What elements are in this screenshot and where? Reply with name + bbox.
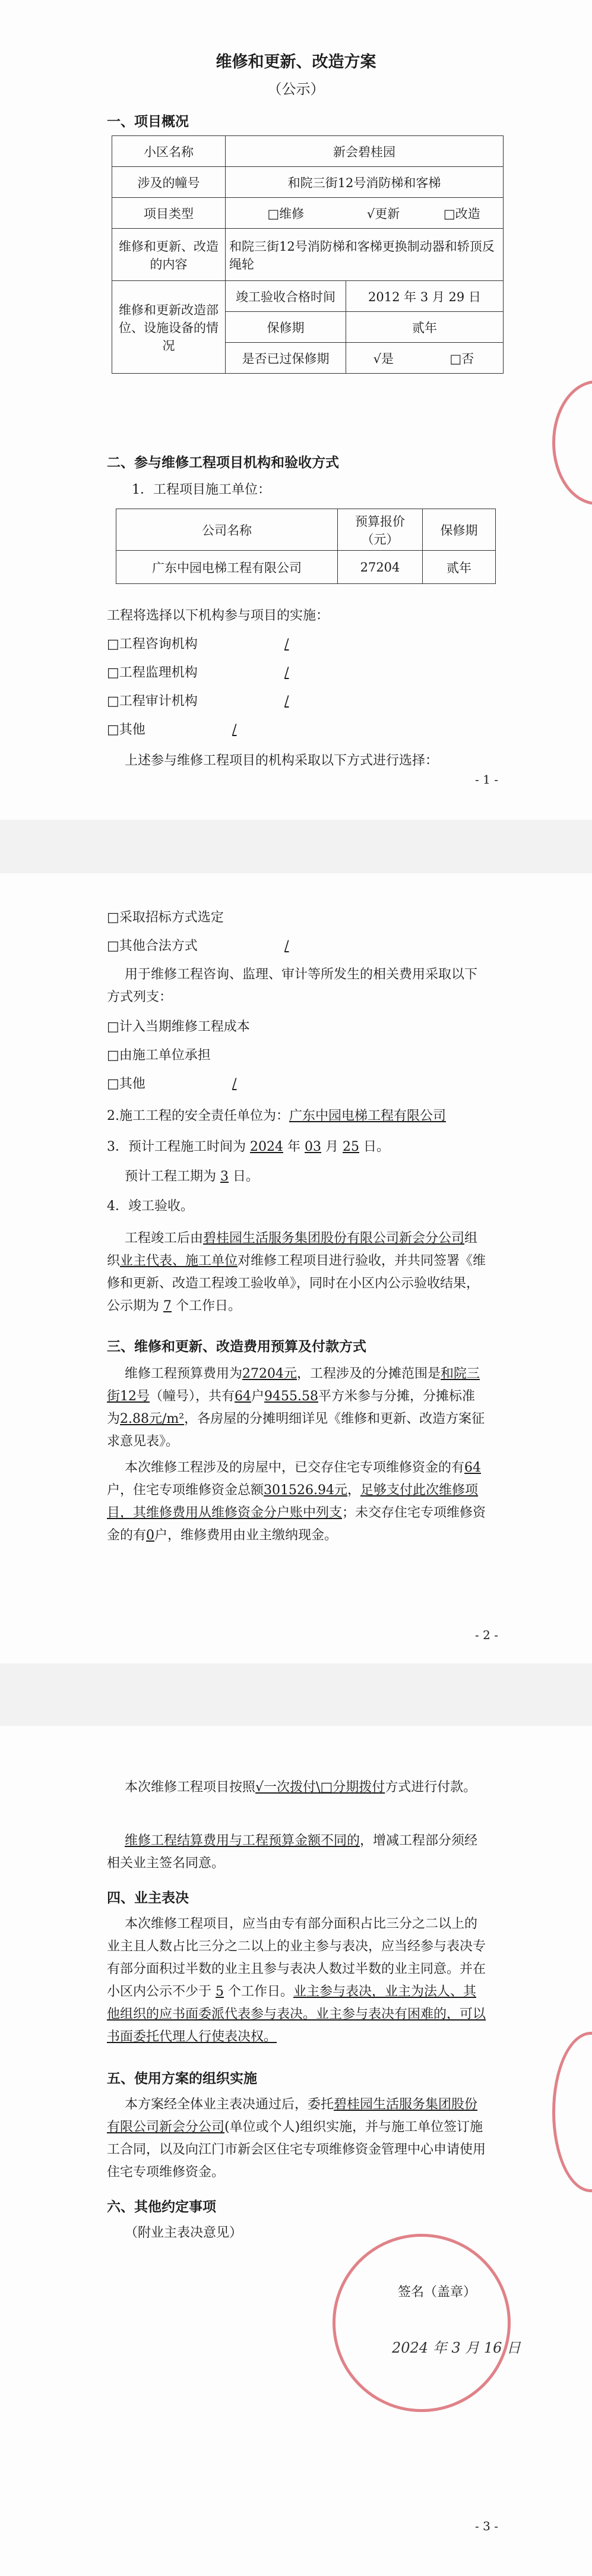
cell-value: 和院三街12号消防梯和客梯更换制动器和轿顶反绳轮 (226, 229, 504, 281)
org-other: □其他 / (107, 722, 237, 737)
project-overview-table (112, 135, 504, 374)
vote-paragraph: 本次维修工程项目，应当由专有部分面积占比三分之二以上的业主且人数占比三分之二以上的业主参与表决，应当经参与表决专有部分面积过半数的业主且参与表决人数过半数的业主同意。并在小区内公示不少于 5 个工作日。业主参与表决，业主为法人、其他组织的应书面委派代表参与表决。业主参与表决有困难的，可以书面委托代理人行使表决权。 (107, 1917, 486, 2044)
item-2: 2.施工工程的安全责任单位为：广东中园电梯工程有限公司 (107, 1109, 447, 1123)
settlement-diff: 维修工程结算费用与工程预算金额不同的，增减工程部分须经相关业主签名同意。 (107, 1833, 478, 1871)
cell-label: 竣工验收合格时间 (226, 281, 346, 312)
cell-label: 维修和更新、改造的内容 (112, 229, 226, 281)
method-intro: 上述参与维修工程项目的机构采取以下方式进行选择： (125, 753, 439, 768)
th-warranty: 保修期 (423, 509, 496, 551)
section-3-heading: 三、维修和更新、改造费用预算及付款方式 (107, 1338, 366, 1355)
section-5-heading: 五、使用方案的组织实施 (107, 2070, 257, 2086)
checkbox-yes: √是 (346, 343, 421, 374)
section-4-heading: 四、业主表决 (107, 1890, 189, 1906)
section-6-heading: 六、其他约定事项 (107, 2199, 216, 2215)
cell-value: 贰年 (346, 312, 504, 343)
item-1: 1．工程项目施工单位： (132, 482, 271, 497)
th-budget: 预算报价（元） (338, 509, 423, 551)
cell-label: 小区名称 (112, 136, 226, 167)
checkbox-update: √更新 (346, 198, 421, 229)
acceptance-paragraph: 工程竣工后由碧桂园生活服务集团股份有限公司新会分公司组织业主代表、施工单位对维修工程项目进行验收，并共同签署《维修和更新、改造工程竣工验收单》，同时在小区内公示验收结果，公示期为 7 个工作日。 (107, 1231, 486, 1314)
fee-other: □其他 / (107, 1077, 237, 1091)
payment-method: 本次维修工程项目按照√一次拨付\□分期拨付方式进行付款。 (125, 1780, 477, 1795)
attachment-note: （附业主表决意见） (125, 2225, 243, 2240)
cell-value: 和院三街12号消防梯和客梯 (226, 167, 504, 198)
contractor-table (116, 509, 496, 584)
item-3-period: 预计工程工期为 3 日。 (125, 1169, 259, 1184)
item-4: 4．竣工验收。 (107, 1199, 194, 1214)
cell-label: 项目类型 (112, 198, 226, 229)
section-2-heading: 二、参与维修工程项目机构和验收方式 (107, 454, 339, 471)
company-name: 广东中园电梯工程有限公司 (116, 551, 338, 584)
warranty-value: 贰年 (423, 551, 496, 584)
page-number: - 3 - (475, 2519, 498, 2533)
checkbox-renovate: □改造 (421, 198, 504, 229)
implementation-paragraph: 本方案经全体业主表决通过后，委托碧桂园生活服务集团股份有限公司新会分公司(单位或个人)组织实施，并与施工单位签订施工合同，以及向江门市新会区住宅专项维修资金管理中心申请使用住宅专项维修资金。 (107, 2097, 486, 2180)
cell-label: 保修期 (226, 312, 346, 343)
item-3: 3．预计工程施工时间为 2024 年 03 月 25 日。 (107, 1139, 390, 1154)
doc-subtitle: （公示） (267, 81, 325, 97)
checkbox-no: □否 (421, 343, 504, 374)
signature-date: 2024 年 3 月 16 日 (392, 2340, 521, 2356)
doc-title: 维修和更新、改造方案 (216, 53, 376, 71)
org-consult: □工程咨询机构 / (107, 637, 289, 652)
checkbox-repair: □维修 (226, 198, 346, 229)
method-tender: □采取招标方式选定 (107, 910, 224, 925)
cell-value: 2012 年 3 月 29 日 (346, 281, 504, 312)
cell-label: 维修和更新改造部位、设施设备的情况 (112, 281, 226, 374)
signature-label: 签名（盖章） (398, 2285, 477, 2300)
page-gap (0, 820, 592, 873)
section-1-heading: 一、项目概况 (107, 113, 189, 130)
org-supervise: □工程监理机构 / (107, 665, 289, 680)
page-number: - 1 - (475, 772, 498, 787)
method-other: □其他合法方式 / (107, 939, 289, 954)
fee-intro: 用于维修工程咨询、监理、审计等所发生的相关费用采取以下方式列支： (107, 967, 478, 1005)
budget-value: 27204 (338, 551, 423, 584)
official-seal (333, 2234, 511, 2412)
fee-contractor: □由施工单位承担 (107, 1048, 211, 1063)
cell-label: 涉及的幢号 (112, 167, 226, 198)
org-audit: □工程审计机构 / (107, 694, 289, 709)
fund-paragraph: 本次维修工程涉及的房屋中，已交存住宅专项维修资金的有64户，住宅专项维修资金总额301526.94元，足够支付此次维修项目，其维修费用从维修资金分户账中列支；未交存住宅专项维修资金的有0户，维修费用由业主缴纳现金。 (107, 1460, 486, 1543)
cell-label: 是否已过保修期 (226, 343, 346, 374)
fee-cost: □计入当期维修工程成本 (107, 1019, 250, 1034)
th-company: 公司名称 (116, 509, 338, 551)
page-gap (0, 1663, 592, 1726)
choose-intro: 工程将选择以下机构参与项目的实施： (107, 608, 330, 623)
budget-paragraph: 维修工程预算费用为27204元，工程涉及的分摊范围是和院三街12号（幢号），共有64户9455.58平方米参与分摊，分摊标准为2.88元/m²，各房屋的分摊明细详见《维修和更新、改造方案征求意见表》。 (107, 1366, 485, 1449)
cell-value: 新会碧桂园 (226, 136, 504, 167)
page-number: - 2 - (475, 1628, 498, 1642)
